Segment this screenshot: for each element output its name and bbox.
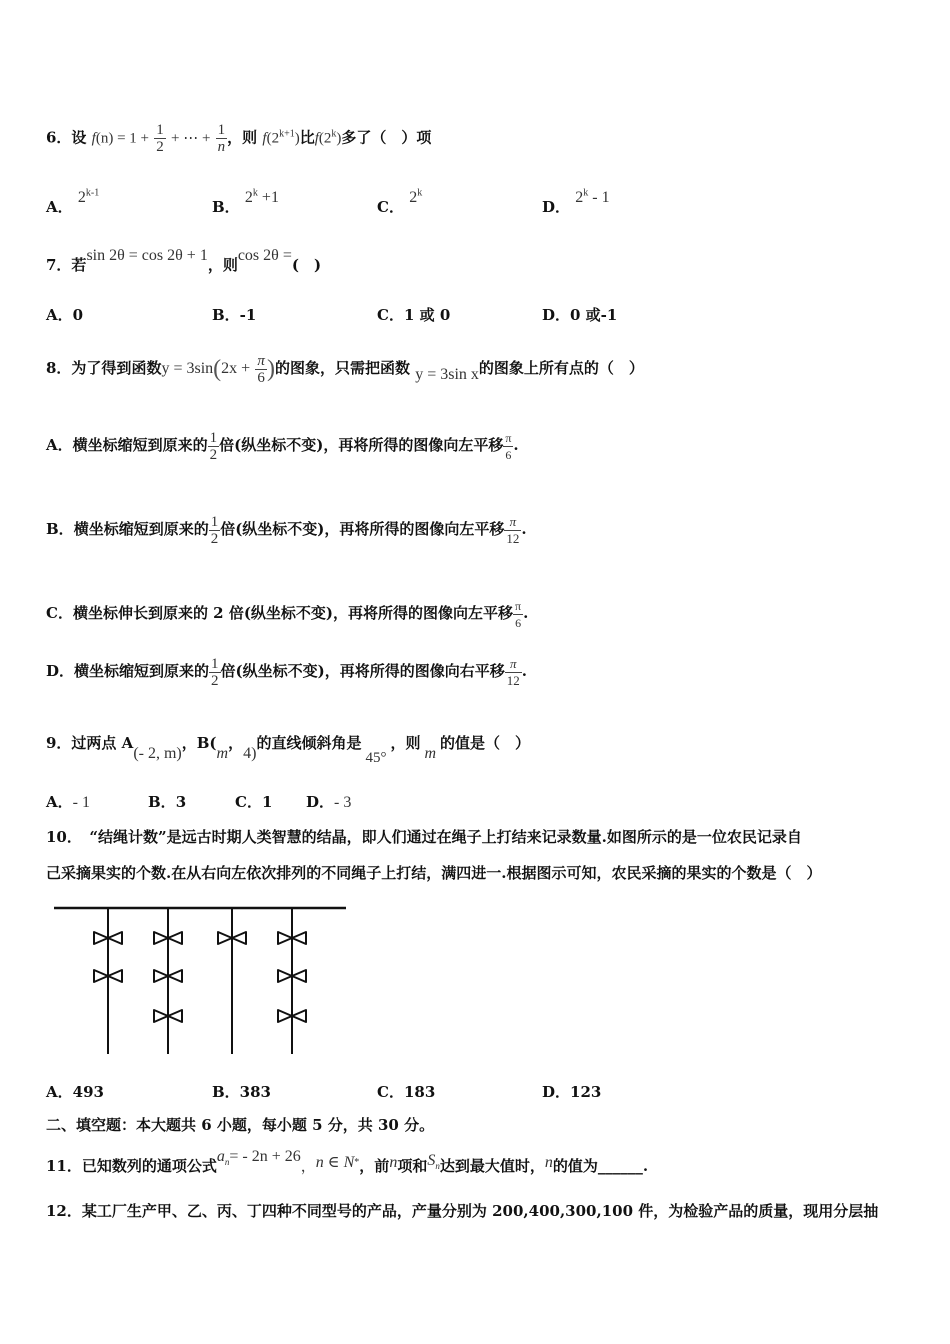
- q6-option-a: A． 2$^{k-1}$: [46, 187, 100, 216]
- q7-option-c: C．1 或 0: [377, 306, 451, 324]
- q6-frac-half: $\frac{1}{2}$: [156, 122, 164, 155]
- q9-angle: 45°: [365, 750, 387, 766]
- q8-option-a: A．横坐标缩短到原来的 $\frac{1}{2}$ 倍(纵坐标不变)，再将所得的图像向左平移 $\frac{\pi}{6}$ .: [46, 429, 519, 463]
- q6-frac-n: $\frac{1}{n}$: [217, 122, 226, 155]
- q7-option-a: A．0: [46, 306, 84, 324]
- q10-option-a: A．493: [46, 1083, 104, 1101]
- q9-stem: 9．过两点 A(- 2, m)，B(m，4)的直线倾斜角是45°，则m的值是（ ）: [46, 734, 531, 766]
- q6-option-c: C． 2$^k$: [377, 187, 423, 216]
- section-2-title: 二、填空题：本大题共 6 小题，每小题 5 分，共 30 分。: [46, 1116, 435, 1134]
- q7-option-b: B．-1: [212, 306, 257, 324]
- q6-option-b: B． 2$^k$ +1: [212, 187, 279, 216]
- q7-stem: 7．若sin 2θ = cos 2θ + 1，则cos 2θ =( ): [46, 247, 322, 274]
- q9-option-d: D．- 3: [306, 793, 352, 811]
- q12-stem: 12．某工厂生产甲、乙、丙、丁四种不同型号的产品，产量分别为 200,400,300,100 件，为检验产品的质量，现用分层抽: [46, 1202, 879, 1220]
- q11-stem: 11．已知数列的通项公式$a_n= - 2n + 26$，n ∈ N*，前n项和$S_n$达到最大值时，n的值为______.: [46, 1148, 649, 1175]
- q8-func2: y = 3sin x: [415, 366, 479, 383]
- q10-option-d: D．123: [542, 1083, 602, 1101]
- q9-option-a: A．- 1: [46, 793, 90, 811]
- q7-target: cos 2θ =: [237, 247, 292, 264]
- q10-option-c: C．183: [377, 1083, 436, 1101]
- q6-stem: 6．设 f(n) = 1 + $\frac{1}{2}$ + ⋯ + $\frac{1}{n}$ ，则 $f(2^{k+1})$比f(2$^k$)多了（ ）项: [46, 122, 432, 155]
- q10-option-b: B．383: [212, 1083, 271, 1101]
- q8-stem: 8．为了得到函数y = 3sin(2x + $\frac{\pi}{6}$ )的图象，只需把函数 y = 3sin x的图象上所有点的（ ）: [46, 352, 644, 386]
- q9-point-a: (- 2, m): [133, 745, 182, 762]
- q8-option-c: C．横坐标伸长到原来的 2 倍(纵坐标不变)，再将所得的图像向左平移 $\frac{\pi}{6}$ .: [46, 598, 529, 630]
- q10-line-1: 10． “结绳计数”是远古时期人类智慧的结晶，即人们通过在绳子上打结来记录数量.如图所示的是一位农民记录自: [46, 828, 802, 846]
- q8-option-d: D．横坐标缩短到原来的 $\frac{1}{2}$ 倍(纵坐标不变)，再将所得的图像向右平移 $\frac{\pi}{12}$ .: [46, 655, 527, 689]
- q6-option-d: D． 2$^k$ - 1: [542, 187, 610, 216]
- q10-line-2: 己采摘果实的个数.在从右向左依次排列的不同绳子上打结，满四进一.根据图示可知，农民采摘的果实的个数是（ ）: [46, 864, 822, 882]
- q9-option-c: C．1: [235, 793, 273, 811]
- q8-pi-over-6: $\frac{\pi}{6}$: [257, 352, 265, 386]
- knot-rope-figure: [44, 900, 354, 1060]
- q9-option-b: B．3: [148, 793, 187, 811]
- q7-option-d: D．0 或-1: [542, 306, 618, 324]
- q8-option-b: B．横坐标缩短到原来的 $\frac{1}{2}$ 倍(纵坐标不变)，再将所得的图像向左平移 $\frac{\pi}{12}$ .: [46, 513, 527, 547]
- q7-condition: sin 2θ = cos 2θ + 1: [86, 247, 208, 264]
- q6-f: f: [91, 130, 96, 147]
